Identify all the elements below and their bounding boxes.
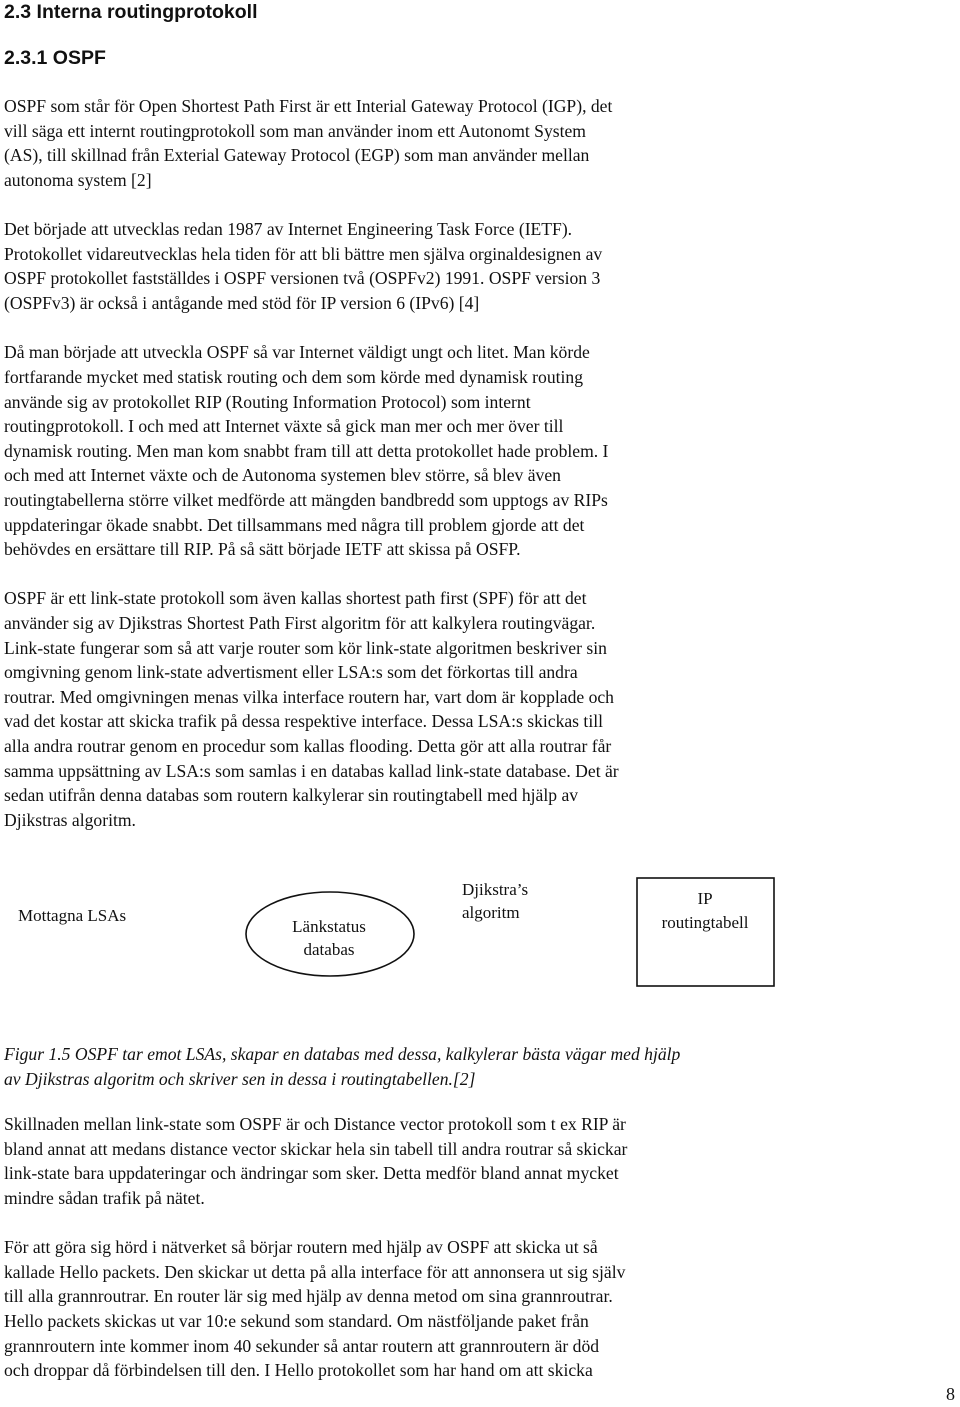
text-line: använde sig av protokollet RIP (Routing Information Protocol) som internt xyxy=(4,391,531,412)
node-ip-routingtabell-line: routingtabell xyxy=(661,913,749,932)
text-line: samma uppsättning av LSA:s som samlas i en databas kallad link-state database. Det är xyxy=(4,760,619,781)
text-line: och med att Internet växte och de Autonoma systemen blev större, så blev även xyxy=(4,465,561,486)
text-line: kallade Hello packets. Den skickar ut detta på alla interface för att annonsera ut sig själv xyxy=(4,1261,626,1282)
text-line: och droppar då förbindelsen till den. I Hello protokollet som har hand om att skicka xyxy=(4,1360,593,1381)
body-text-bottom xyxy=(4,1112,959,1383)
text-line: autonoma system [2] xyxy=(4,169,152,190)
body-text-top xyxy=(4,94,959,832)
text-line: Protokollet vidareutvecklas hela tiden för att bli bättre men själva orginaldesignen av xyxy=(4,243,603,264)
text-line: använder sig av Djikstras Shortest Path First algoritm för att kalkylera routingvägar. xyxy=(4,613,596,634)
caption-line: Figur 1.5 OSPF tar emot LSAs, skapar en databas med dessa, kalkylerar bästa vägar med hjälp xyxy=(4,1044,681,1064)
text-line: OSPF är ett link-state protokoll som även kallas shortest path first (SPF) för att det xyxy=(4,588,587,609)
text-line: routingprotokoll. I och med att Internet växte så gick man mer och mer över till xyxy=(4,416,564,437)
text-line: mindre sådan trafik på nätet. xyxy=(4,1187,205,1208)
node-lankstatus-line: Länkstatus xyxy=(292,917,366,936)
caption-line: av Djikstras algoritm och skriver sen in dessa i routingtabellen.[2] xyxy=(4,1068,476,1089)
text-line: vill säga ett internt routingprotokoll som man använder inom ett Autonomt System xyxy=(4,120,586,141)
text-line: omgivning genom link-state advertisment eller LSA:s som det förkortas till andra xyxy=(4,662,578,683)
text-line: vad det kostar att skicka trafik på dessa respektive interface. Dessa LSA:s skickas till xyxy=(4,711,603,732)
text-line: routingtabellerna större vilket medförde att mängden bandbredd som upptogs av RIPs xyxy=(4,489,608,510)
text-line: För att göra sig hörd i nätverket så börjar routern med hjälp av OSPF att skicka ut så xyxy=(4,1237,598,1258)
text-line: behövdes en ersättare till RIP. På så sätt började IETF att skissa på OSFP. xyxy=(4,539,521,560)
section-heading: 2.3 Interna routingprotokoll xyxy=(4,1,258,23)
text-line: OSPF som står för Open Shortest Path First är ett Interial Gateway Protocol (IGP), det xyxy=(4,96,613,116)
node-djikstra-line: Djikstra’s xyxy=(462,880,529,899)
text-line: alla andra routrar genom en procedur som kallas flooding. Detta gör att alla routrar får xyxy=(4,736,612,757)
text-line: routrar. Med omgivningen menas vilka interface routern har, vart dom är kopplade och xyxy=(4,686,614,707)
node-mottagna-lsas: Mottagna LSAs xyxy=(18,906,127,925)
text-line: Det började att utvecklas redan 1987 av Internet Engineering Task Force (IETF). xyxy=(4,219,573,240)
text-line: Då man började att utveckla OSPF så var Internet väldigt ungt och litet. Man körde xyxy=(4,342,590,363)
text-line: Hello packets skickas ut var 10:e sekund som standard. Om nästföljande paket från xyxy=(4,1310,589,1331)
text-line: link-state bara uppdateringar och ändringar som sker. Detta medför bland annat mycket xyxy=(4,1163,619,1184)
page-number: 8 xyxy=(946,1384,955,1404)
text-line: grannroutern inte kommer inom 40 sekunder så antar routern att grannroutern är död xyxy=(4,1335,600,1356)
text-line: (AS), till skillnad från Exterial Gateway Protocol (EGP) som man använder mellan xyxy=(4,145,590,166)
text-line: bland annat att medans distance vector skickar hela sin tabell till andra routrar så skickar xyxy=(4,1138,628,1159)
text-line: uppdateringar ökade snabbt. Det tillsammans med några till problem gjorde att det xyxy=(4,514,585,535)
text-line: dynamisk routing. Men man kom snabbt fram till att detta protokollet hade problem. I xyxy=(4,440,609,461)
node-djikstra-line: algoritm xyxy=(462,903,520,922)
text-line: till alla grannroutrar. En router lär sig med hjälp av denna metod om sina grannroutrar. xyxy=(4,1286,613,1307)
text-line: Link-state fungerar som så att varje router som kör link-state algoritmen beskriver sin xyxy=(4,637,607,658)
text-line: Skillnaden mellan link-state som OSPF är och Distance vector protokoll som t ex RIP är xyxy=(4,1114,626,1134)
text-line: sedan utifrån denna databas som routern kalkylerar sin routingtabell med hjälp av xyxy=(4,785,579,806)
text-line: fortfarande mycket med statisk routing och dem som körde med dynamisk routing xyxy=(4,366,583,387)
node-lankstatus-line: databas xyxy=(303,940,355,959)
text-line: (OSPFv3) är också i antågande med stöd för IP version 6 (IPv6) [4] xyxy=(4,292,480,313)
node-ip-routingtabell-line: IP xyxy=(697,889,713,908)
text-line: OSPF protokollet fastställdes i OSPF versionen två (OSPFv2) 1991. OSPF version 3 xyxy=(4,268,601,289)
subsection-heading: 2.3.1 OSPF xyxy=(4,47,106,69)
ospf-flow-diagram xyxy=(0,860,960,1030)
text-line: Djikstras algoritm. xyxy=(4,809,136,830)
figure-caption xyxy=(4,1042,959,1091)
